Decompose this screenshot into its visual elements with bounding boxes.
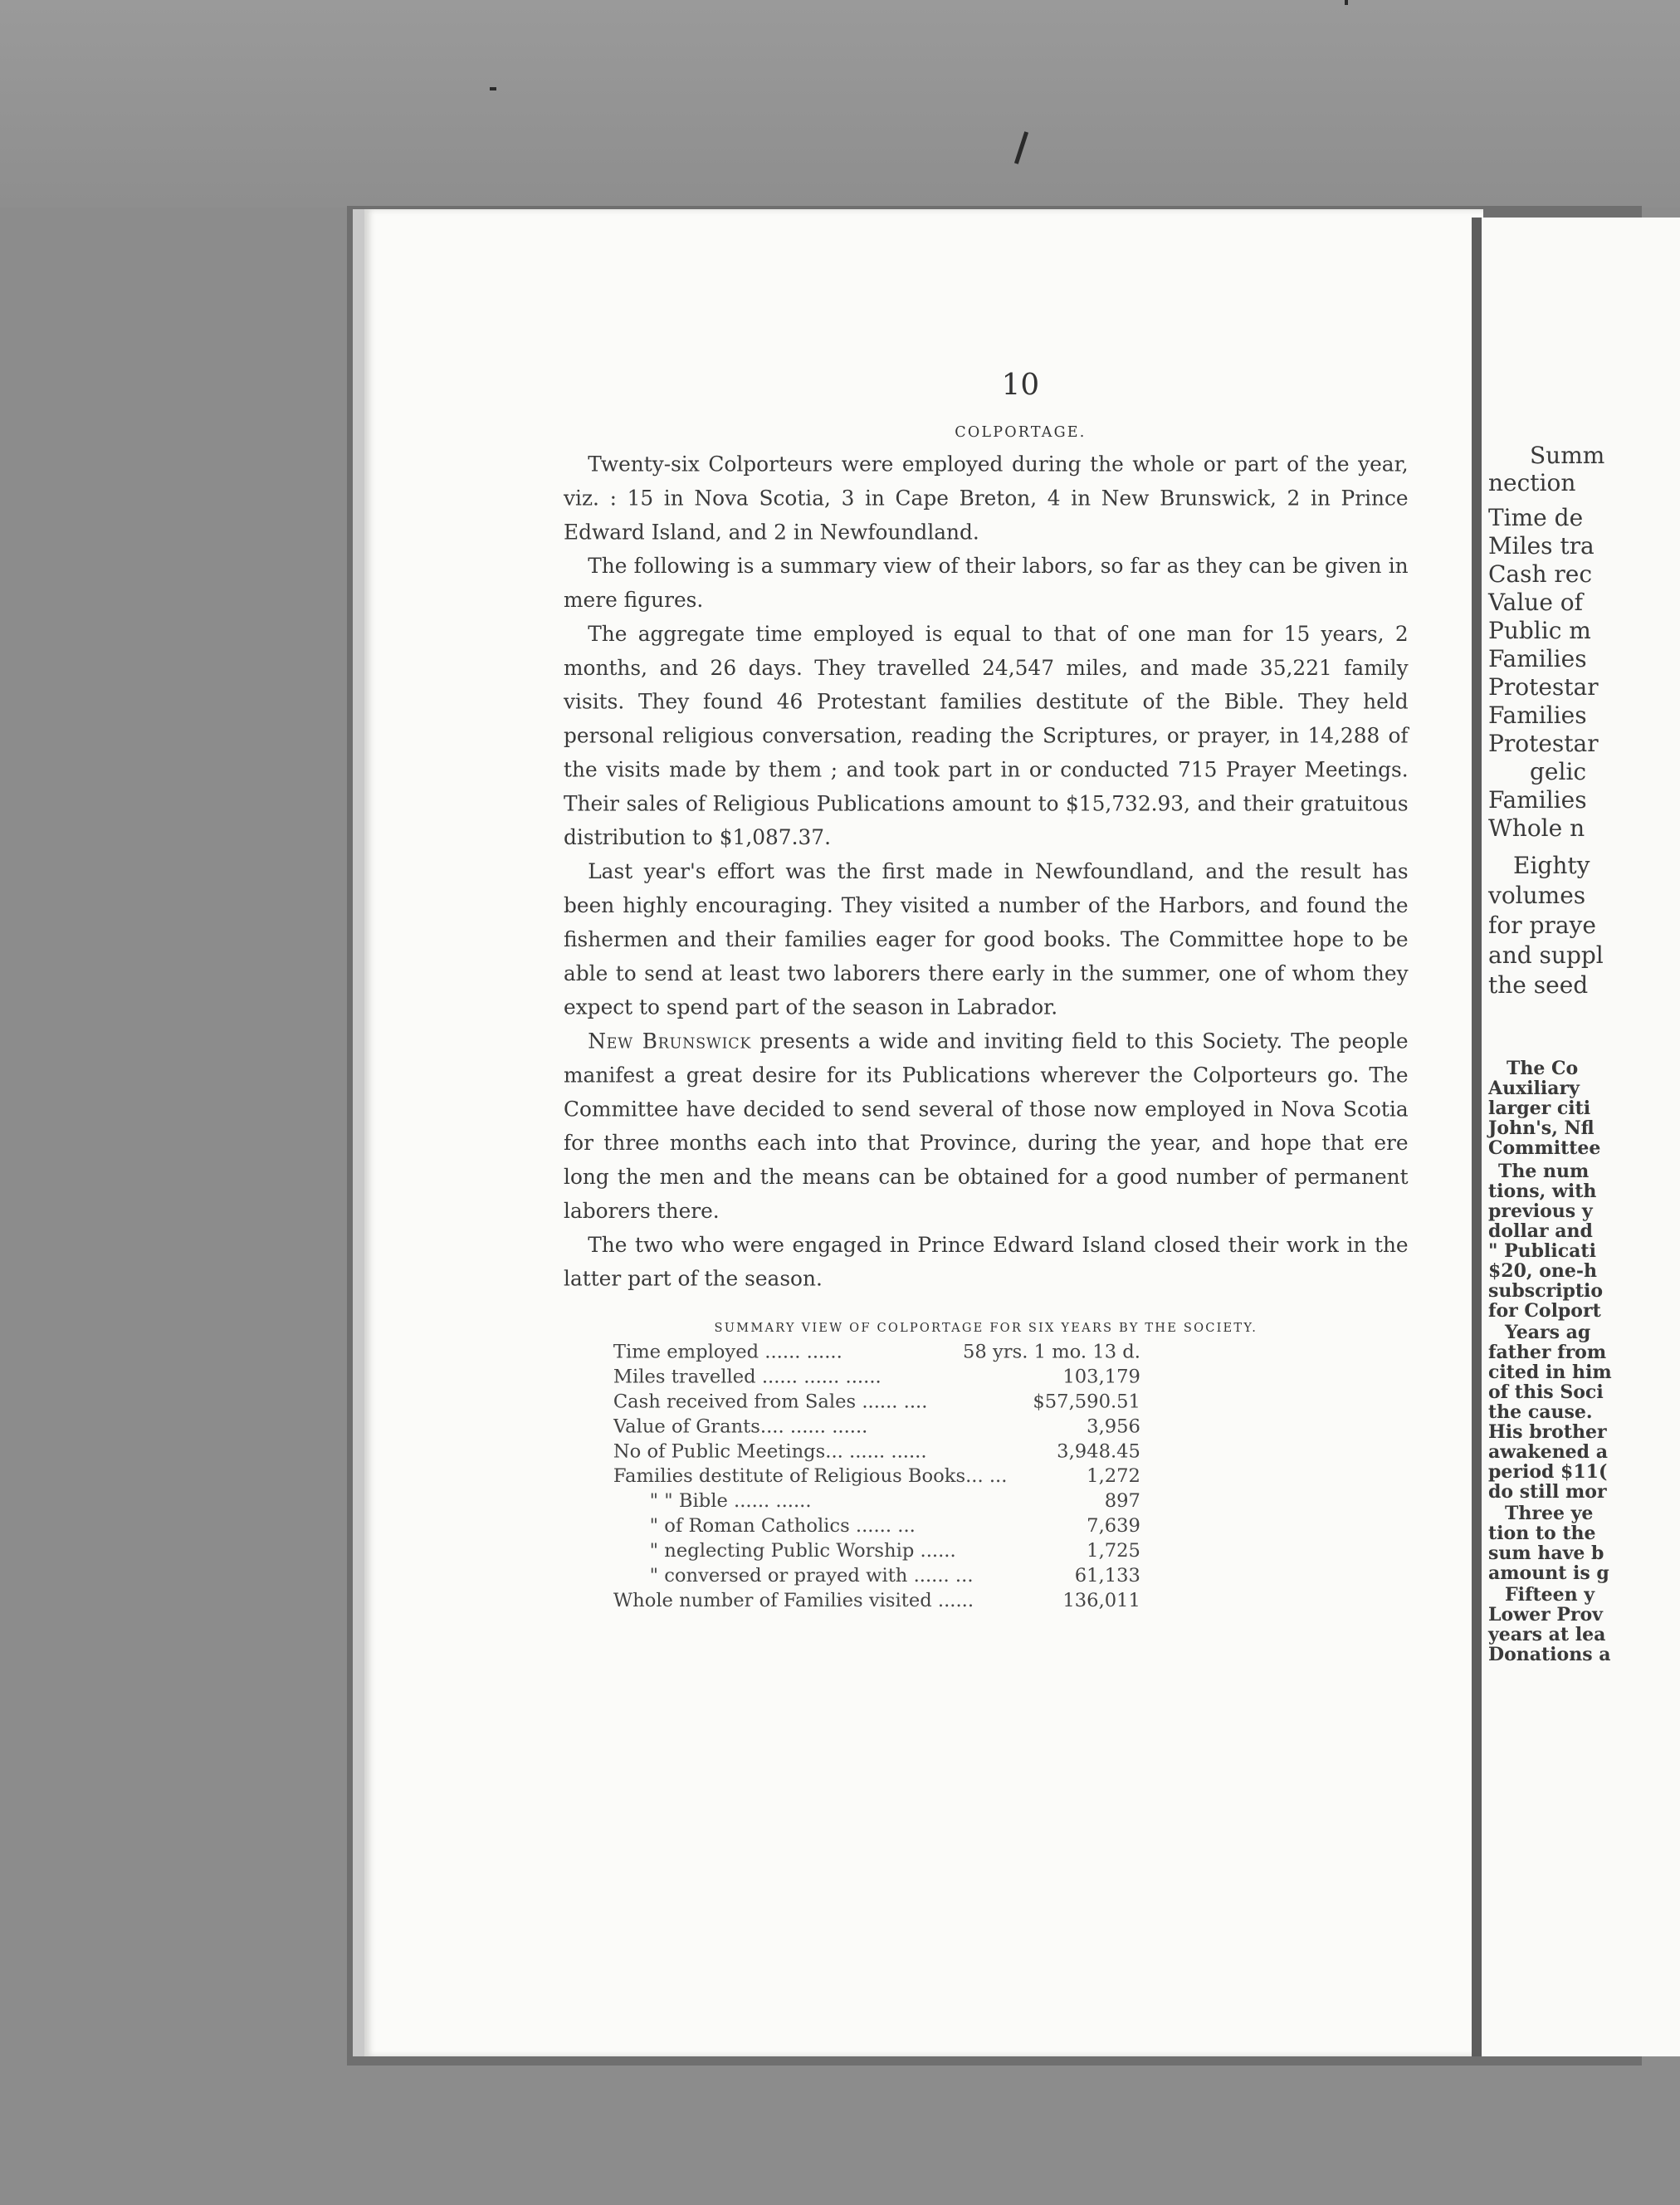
right-line: Summ — [1530, 442, 1605, 469]
right-line: Public m — [1488, 617, 1591, 644]
right-small-line: larger citi — [1488, 1098, 1591, 1119]
paragraph-new-brunswick — [564, 1024, 1409, 1228]
right-small-line: awakened a — [1488, 1441, 1608, 1463]
right-small-line: period $11( — [1488, 1461, 1608, 1483]
right-small-line: Years ag — [1505, 1322, 1591, 1343]
summary-row — [613, 1538, 1140, 1563]
summary-value: 7,639 — [1087, 1514, 1140, 1537]
right-small-line: The Co — [1507, 1058, 1579, 1079]
right-small-line: $20, one-h — [1488, 1260, 1598, 1282]
right-line: gelic — [1530, 758, 1587, 785]
right-small-line: " Publicati — [1488, 1240, 1596, 1262]
right-line: Eighty — [1513, 852, 1590, 879]
summary-value: 3,948.45 — [1057, 1440, 1140, 1463]
right-small-line: father from — [1488, 1342, 1607, 1363]
right-small-line: cited in him — [1488, 1362, 1612, 1383]
dust-mark — [1345, 0, 1348, 5]
right-line: Families — [1488, 702, 1587, 729]
right-small-line: tions, with — [1488, 1181, 1597, 1202]
right-small-line: His brother — [1488, 1421, 1607, 1443]
right-small-line: previous y — [1488, 1200, 1593, 1222]
summary-label: Time employed ...... ...... — [613, 1341, 842, 1363]
scan-background — [0, 0, 1680, 208]
right-small-line: amount is g — [1488, 1562, 1609, 1584]
paragraph-aggregate-time: The aggregate time employed is equal to that of one man for 15 years, 2 months, and 26 days. They travelled 24,547 miles, and made 35,221 family visits. They found 46 Protestant families destitute of the Bible. They held personal religious conversation, reading the Scriptures, or prayer, in 14,288 of the visits made by them ; and took part in or conducted 715 Prayer Meetings. Their sales of Religious Publications amount to $15,732.93, and their gratuitous distribution to $1,087.37. — [564, 622, 1409, 850]
summary-value: 58 yrs. 1 mo. 13 d. — [963, 1341, 1140, 1363]
right-small-line: Lower Prov — [1488, 1604, 1603, 1626]
summary-value: 1,725 — [1087, 1539, 1140, 1562]
summary-row — [613, 1588, 1140, 1613]
summary-table — [613, 1340, 1140, 1613]
summary-row — [613, 1464, 1140, 1489]
right-line: the seed — [1488, 971, 1589, 999]
right-small-line: Three ye — [1505, 1503, 1594, 1524]
right-small-line: John's, Nfl — [1488, 1117, 1595, 1139]
text-column — [564, 367, 1409, 1613]
summary-label: Cash received from Sales ...... .... — [613, 1390, 928, 1413]
right-small-line: dollar and — [1488, 1220, 1593, 1242]
summary-label: Miles travelled ...... ...... ...... — [613, 1366, 882, 1388]
book-gutter — [1472, 218, 1482, 2056]
right-small-line: Committee — [1488, 1137, 1601, 1159]
right-small-line: Fifteen y — [1505, 1584, 1595, 1606]
right-small-line: The num — [1498, 1161, 1590, 1182]
dust-mark — [490, 87, 496, 90]
right-line: and suppl — [1488, 941, 1604, 969]
summary-row — [613, 1365, 1140, 1390]
summary-label: Whole number of Families visited ...... — [613, 1589, 974, 1611]
right-line: nection — [1488, 469, 1576, 496]
right-line: Time de — [1488, 504, 1584, 531]
page-number: 10 — [1001, 367, 1040, 402]
right-line: Value of — [1488, 589, 1584, 616]
right-small-line: sum have b — [1488, 1543, 1604, 1564]
summary-row — [613, 1439, 1140, 1464]
right-line: Families — [1488, 786, 1587, 814]
section-title: COLPORTAGE. — [955, 423, 1087, 441]
summary-row — [613, 1513, 1140, 1538]
left-page — [353, 209, 1483, 2056]
right-line: volumes — [1488, 882, 1586, 909]
summary-row — [613, 1489, 1140, 1513]
right-small-line: tion to the — [1488, 1523, 1596, 1544]
right-line: Protestar — [1488, 730, 1599, 757]
new-brunswick-lead: New Brunswick — [588, 1029, 752, 1054]
summary-value: $57,590.51 — [1033, 1390, 1140, 1413]
right-small-line: Donations a — [1488, 1644, 1611, 1665]
paragraph-newfoundland: Last year's effort was the first made in Newfoundland, and the result has been highly encouraging. They visited a number of the Harbors, and found the fishermen and their families eager for good books. The Committee hope to be able to send at least two laborers there early in the summer, one of whom they expect to spend part of the season in Labrador. — [564, 859, 1409, 1020]
paragraph-summary-intro: The following is a summary view of their labors, so far as they can be given in mere figures. — [564, 554, 1409, 613]
summary-row — [613, 1390, 1140, 1415]
summary-value: 61,133 — [1074, 1564, 1140, 1587]
summary-label: No of Public Meetings... ...... ...... — [613, 1440, 927, 1463]
summary-row — [613, 1340, 1140, 1365]
summary-row — [613, 1563, 1140, 1588]
summary-value: 103,179 — [1062, 1366, 1140, 1388]
right-line: Protestar — [1488, 673, 1599, 701]
right-line: Whole n — [1488, 814, 1585, 842]
summary-label: " conversed or prayed with ...... ... — [649, 1564, 974, 1587]
right-small-line: the cause. — [1488, 1401, 1593, 1423]
summary-label: " " Bible ...... ...... — [649, 1489, 812, 1512]
right-small-line: for Colport — [1488, 1300, 1601, 1322]
right-small-line: do still mor — [1488, 1481, 1607, 1503]
summary-title: SUMMARY VIEW OF COLPORTAGE FOR SIX YEARS BY THE SOCIETY. — [714, 1320, 1258, 1335]
right-small-line: of this Soci — [1488, 1381, 1604, 1403]
summary-label: Value of Grants.... ...... ...... — [613, 1415, 868, 1438]
summary-label: Families destitute of Religious Books... ... — [613, 1464, 1008, 1488]
paragraph-pei: The two who were engaged in Prince Edward Island closed their work in the latter part of the season. — [564, 1233, 1409, 1292]
right-line: for praye — [1488, 912, 1596, 939]
summary-label: " neglecting Public Worship ...... — [649, 1539, 956, 1562]
new-brunswick-text: presents a wide and inviting field to this Society. The people manifest a great desire for its Publications wherever the Colporteurs go. The Committee have decided to send several of those now employed in Nova Scotia for three months each into that Province, during the year, and hope that ere long the men and the means can be obtained for a good number of permanent laborers there. — [564, 1029, 1409, 1224]
summary-row — [613, 1414, 1140, 1439]
right-line: Cash rec — [1488, 560, 1593, 588]
summary-value: 1,272 — [1087, 1464, 1140, 1488]
paragraph-colporteurs: Twenty-six Colporteurs were employed during the whole or part of the year, viz. : 15 in Nova Scotia, 3 in Cape Breton, 4 in New Brunswick, 2 in Prince Edward Island, and 2 in Newfoundland. — [564, 452, 1409, 545]
right-small-line: Auxiliary — [1488, 1078, 1580, 1099]
right-page — [1482, 218, 1680, 2056]
right-small-line: years at lea — [1488, 1624, 1606, 1645]
summary-value: 897 — [1104, 1489, 1140, 1512]
summary-value: 136,011 — [1062, 1589, 1140, 1611]
right-line: Families — [1488, 645, 1587, 672]
right-line: Miles tra — [1488, 532, 1595, 560]
summary-value: 3,956 — [1087, 1415, 1140, 1438]
right-small-line: subscriptio — [1488, 1280, 1604, 1302]
summary-label: " of Roman Catholics ...... ... — [649, 1514, 916, 1537]
